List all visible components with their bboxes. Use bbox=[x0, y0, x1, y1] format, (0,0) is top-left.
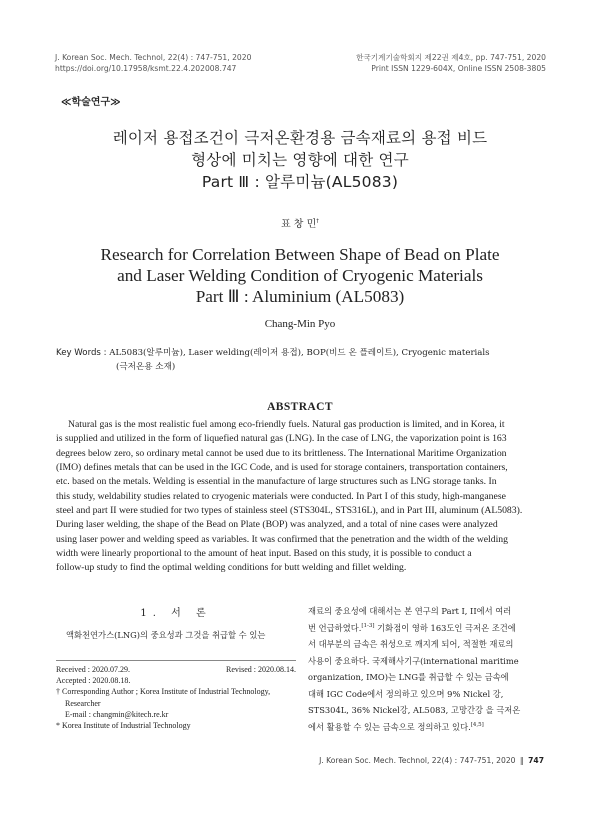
english-title-line: Research for Correlation Between Shape of Bead on Plate bbox=[100, 245, 500, 264]
page-number: 747 bbox=[528, 756, 544, 765]
english-title-line: Part Ⅲ : Aluminium (AL5083) bbox=[195, 287, 405, 306]
abstract-line: using laser power and welding speed as variables. It was confirmed that the penetration and the width of the welding bbox=[56, 533, 508, 545]
category-tag: ≪학술연구≫ bbox=[61, 97, 121, 108]
abstract-line: is supplied and utilized in the form of liquefied natural gas (LNG). In the case of LNG, the vaporization point is 163 bbox=[56, 433, 507, 445]
abstract-line: etc. based on the metals. Welding is essential in the manufacture of large structures such as LNG storage tanks. In bbox=[56, 476, 497, 488]
author-email[interactable]: E-mail : changmin@kitech.re.kr bbox=[65, 709, 169, 719]
page-footer bbox=[319, 756, 544, 765]
abstract-line: steel and part II were studied for two types of stainless steel (STS304L, STS316L), and in Part III, aluminum (AL5083). bbox=[56, 505, 523, 517]
intro-paragraph-line: 대해 IGC Code에서 정의하고 있으며 9% Nickel 강, bbox=[308, 688, 504, 699]
keywords-list-cont: (극저온용 소재) bbox=[116, 362, 176, 372]
revised-date: Revised : 2020.08.14. bbox=[226, 665, 296, 674]
received-date: Received : 2020.07.29. bbox=[56, 665, 130, 674]
intro-paragraph-line bbox=[308, 719, 546, 736]
author-affiliation: * Korea Institute of Industrial Technology bbox=[56, 721, 191, 730]
intro-left-column bbox=[56, 627, 296, 644]
footer-citation: J. Korean Soc. Mech. Technol, 22(4) : 747-751, 2020 bbox=[319, 756, 516, 765]
abstract-line: degrees below zero, so ordinary metal cannot be used due to its brittleness. The International Maritime Organization bbox=[56, 447, 507, 459]
corresponding-author-role: Researcher bbox=[65, 698, 101, 708]
abstract-line: this study, weldability studies related to cryogenic materials were conducted. In Part I of this study, high-manganese bbox=[56, 490, 506, 502]
author-mark: † bbox=[316, 218, 320, 225]
footnotes bbox=[56, 664, 296, 731]
korean-author-name: 표 창 민 bbox=[280, 219, 317, 230]
english-author: Chang-Min Pyo bbox=[264, 318, 336, 330]
english-title-line: and Laser Welding Condition of Cryogenic Materials bbox=[117, 266, 483, 285]
korean-title-line: Part Ⅲ : 알루미늄(AL5083) bbox=[201, 173, 399, 191]
abstract-line: During laser welding, the shape of the Bead on Plate (BOP) was analyzed, and a total of nine cases were analyzed bbox=[56, 519, 498, 531]
korean-title bbox=[40, 127, 560, 193]
korean-title-line: 레이저 용접조건이 극저온환경용 금속재료의 용접 비드 bbox=[112, 129, 488, 147]
intro-paragraph-line: STS304L, 36% Nickel강, AL5083, 고망간강 을 극저온 bbox=[308, 705, 521, 715]
intro-right-column bbox=[308, 603, 546, 735]
abstract-heading: ABSTRACT bbox=[267, 401, 333, 413]
doi-link[interactable]: https://doi.org/10.17958/ksmt.22.4.202008.747 bbox=[55, 64, 237, 73]
keywords-list: AL5083(알루미늄), Laser welding(레이저 용접), BOP(비드 온 플레이트), Cryogenic materials bbox=[109, 348, 490, 358]
accepted-date: Accepted : 2020.08.18. bbox=[56, 676, 131, 686]
abstract-line: follow-up study to find the optimal welding conditions for butt welding and fillet welding. bbox=[56, 562, 407, 574]
intro-paragraph-line: 액화천연가스(LNG)의 중요성과 그것을 취급할 수 있는 bbox=[66, 630, 266, 640]
intro-text: 번 언급하였다. bbox=[308, 622, 362, 633]
keywords bbox=[56, 346, 556, 374]
intro-text: 에서 활용할 수 있는 금속으로 정의하고 있다. bbox=[308, 721, 471, 732]
abstract-line: Natural gas is the most realistic fuel among eco-friendly fuels. Natural gas production is limited, and in Korea, it bbox=[68, 419, 505, 430]
intro-text: 기화점이 영하 163도인 극저온 조건에 bbox=[377, 622, 516, 633]
footnote-divider bbox=[56, 660, 296, 661]
intro-paragraph-line: 서 대부분의 금속은 취성으로 깨지게 되어, 적절한 재료의 bbox=[308, 639, 514, 649]
journal-citation bbox=[55, 52, 251, 74]
header-korean-citation: 한국기계기술학회지 제22권 제4호, pp. 747-751, 2020 bbox=[356, 53, 546, 62]
korean-title-line: 형상에 미치는 영향에 대한 연구 bbox=[191, 151, 409, 169]
keywords-label: Key Words : bbox=[56, 348, 107, 358]
citation-ref[interactable]: [1-3] bbox=[361, 622, 375, 629]
header-citation-line: J. Korean Soc. Mech. Technol, 22(4) : 747-751, 2020 bbox=[55, 53, 252, 62]
corresponding-author: † Corresponding Author ; Korea Institute of Industrial Technology, bbox=[56, 687, 271, 697]
header-issn-line: Print ISSN 1229-604X, Online ISSN 2508-3805 bbox=[371, 64, 546, 73]
abstract-line: (IMO) defines metals that can be used in the IGC Code, and is used for storage containers, transportation containers, bbox=[56, 462, 508, 474]
english-title bbox=[40, 244, 560, 307]
citation-ref[interactable]: [4,5] bbox=[470, 721, 484, 728]
section-heading-introduction: 1. 서 론 bbox=[140, 608, 212, 619]
journal-issn bbox=[356, 52, 546, 74]
intro-paragraph-line: organization, IMO)는 LNG를 취급할 수 있는 금속에 bbox=[308, 672, 509, 682]
intro-paragraph-line: 사용이 중요하다. 국제해사기구(international maritime bbox=[308, 655, 519, 666]
korean-author bbox=[0, 215, 600, 230]
abstract-body bbox=[56, 418, 544, 576]
footer-separator: ‖ bbox=[519, 756, 524, 765]
abstract-line: width were linearly proportional to the amount of heat input. Based on this study, it is possible to conduct a bbox=[56, 548, 472, 560]
intro-paragraph-line: 재료의 중요성에 대해서는 본 연구의 Part I, II에서 여러 bbox=[308, 606, 512, 616]
intro-paragraph-line bbox=[308, 620, 546, 637]
